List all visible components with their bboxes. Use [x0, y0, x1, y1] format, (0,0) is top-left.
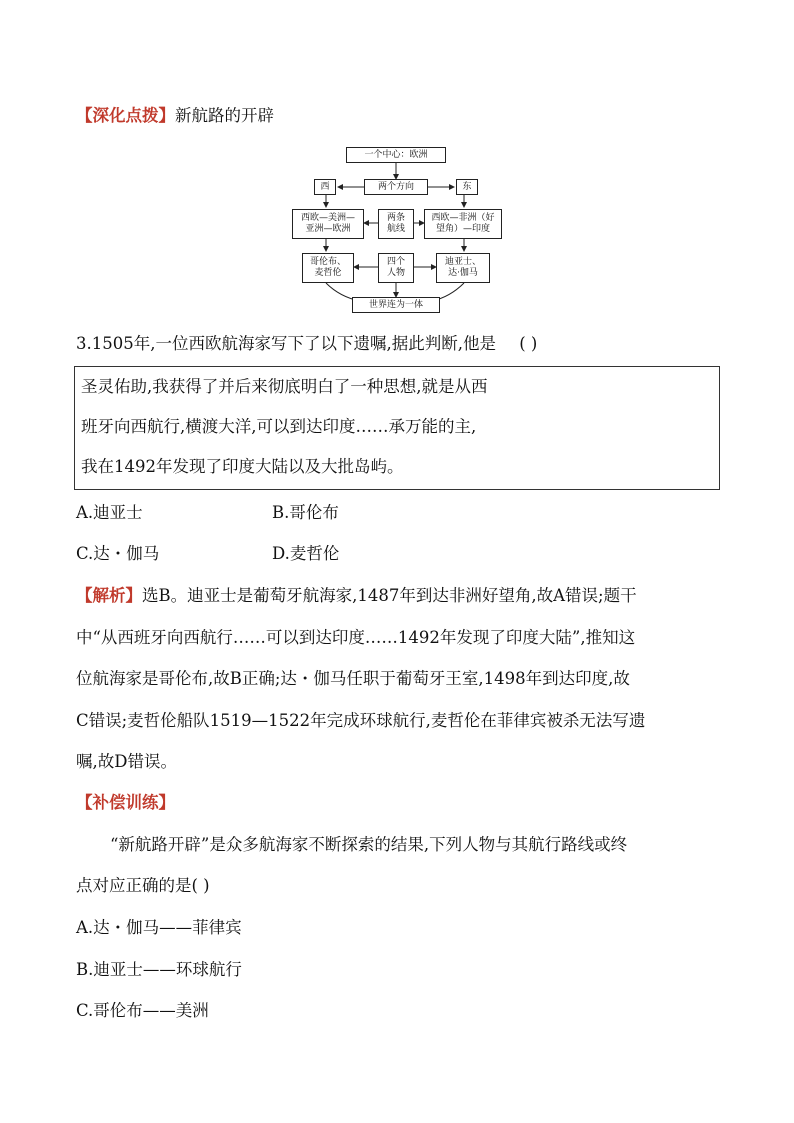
question-4-line-2: 点对应正确的是( ) — [76, 876, 210, 895]
analysis-text-1: 选B。迪亚士是葡萄牙航海家,1487年到达非洲好望角,故A错误;题干 — [142, 586, 637, 605]
option-4a: A.达・伽马——菲律宾 — [76, 918, 242, 937]
option-4c: C.哥伦布——美洲 — [76, 1001, 209, 1020]
section-heading-compensation — [76, 791, 175, 815]
analysis-line-1 — [76, 584, 637, 608]
section-title: 新航路的开辟 — [175, 106, 274, 125]
quote-line-2: 班牙向西航行,横渡大洋,可以到达印度……承万能的主, — [81, 417, 477, 436]
node-two-directions: 两个方向 — [364, 179, 428, 195]
people-east-line2: 达·伽马 — [448, 268, 478, 278]
quote-box — [74, 366, 720, 490]
node-two-routes — [378, 209, 414, 239]
node-route-east — [424, 209, 502, 239]
routes-line1: 两条 — [386, 213, 405, 223]
option-a: A.迪亚士 — [76, 503, 143, 522]
question-4-line-1: “新航路开辟”是众多航海家不断探索的结果,下列人物与其航行路线或终 — [110, 835, 628, 854]
section-bracket-label-2: 【补偿训练】 — [76, 793, 175, 812]
analysis-line-4: C错误;麦哲伦船队1519—1522年完成环球航行,麦哲伦在菲律宾被杀无法写遗 — [76, 711, 646, 730]
section-heading-deepening — [76, 104, 274, 128]
option-d: D.麦哲伦 — [272, 544, 340, 563]
node-people-west — [302, 253, 354, 283]
node-west: 西 — [314, 179, 336, 195]
node-four-people — [378, 253, 414, 283]
people-east-line1: 迪亚士、 — [444, 257, 481, 267]
quote-line-1: 圣灵佑助,我获得了并后来彻底明白了一种思想,就是从西 — [81, 377, 488, 396]
node-people-east — [436, 253, 490, 283]
quote-line-3: 我在1492年发现了印度大陆以及大批岛屿。 — [81, 457, 404, 476]
analysis-bracket: 【解析】 — [76, 586, 142, 605]
answer-paren: ( ) — [519, 334, 538, 353]
people-west-line1: 哥伦布、 — [309, 257, 346, 267]
new-routes-diagram — [290, 145, 502, 315]
node-center-europe: 一个中心：欧洲 — [346, 147, 446, 163]
analysis-line-3: 位航海家是哥伦布,故B正确;达・伽马任职于葡萄牙王室,1498年到达印度,故 — [76, 669, 630, 688]
question-3-stem — [76, 332, 537, 356]
option-4b: B.迪亚士——环球航行 — [76, 960, 242, 979]
node-world-connected: 世界连为一体 — [352, 297, 440, 313]
option-c: C.达・伽马 — [76, 544, 160, 563]
people-line2: 人物 — [386, 268, 405, 278]
node-route-west — [292, 209, 364, 239]
people-west-line2: 麦哲伦 — [314, 268, 342, 278]
route-east-line2: 望角）—印度 — [435, 224, 490, 234]
routes-line2: 航线 — [386, 224, 405, 234]
question-3-text: 3.1505年,一位西欧航海家写下了以下遗嘱,据此判断,他是 — [76, 334, 496, 353]
analysis-line-2: 中“从西班牙向西航行……可以到达印度……1492年发现了印度大陆”,推知这 — [76, 628, 636, 647]
people-line1: 四个 — [386, 257, 405, 267]
option-b: B.哥伦布 — [272, 503, 339, 522]
route-east-line1: 西欧—非洲（好 — [431, 213, 495, 223]
analysis-line-5: 嘱,故D错误。 — [76, 752, 177, 771]
route-west-line1: 西欧—美洲— — [300, 213, 355, 223]
route-west-line2: 亚洲—欧洲 — [305, 224, 351, 234]
node-east: 东 — [456, 179, 478, 195]
section-bracket-label: 【深化点拨】 — [76, 106, 175, 125]
